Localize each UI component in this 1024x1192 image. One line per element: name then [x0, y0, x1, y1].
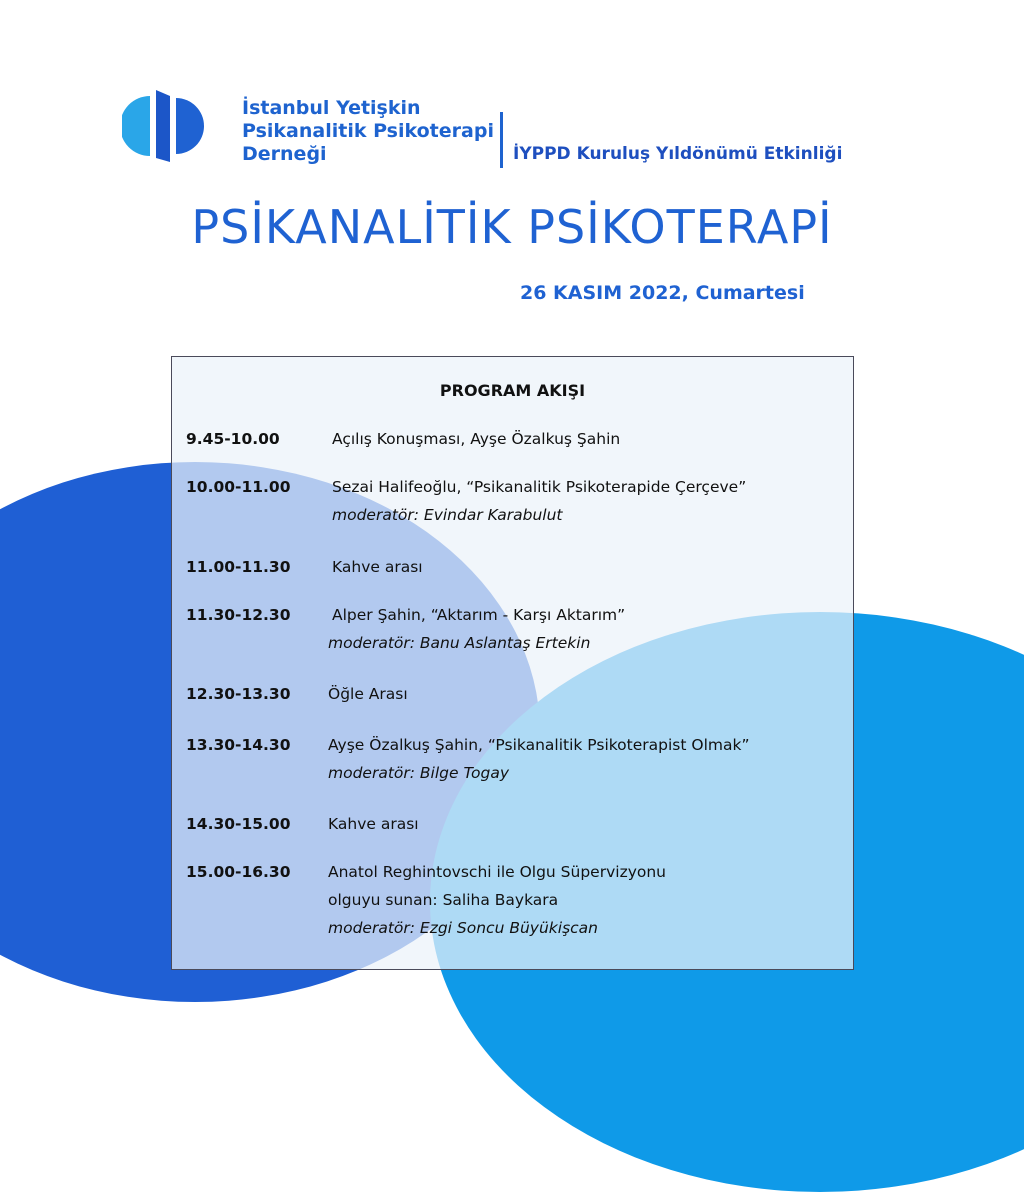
program-item-moderator: moderatör: Bilge Togay — [328, 764, 510, 782]
program-item-line: Alper Şahin, “Aktarım - Karşı Aktarım” — [332, 606, 626, 624]
event-name: İYPPD Kuruluş Yıldönümü Etkinliği — [513, 144, 843, 164]
program-item-moderator: moderatör: Banu Aslantaş Ertekin — [328, 634, 591, 652]
association-logo — [122, 88, 222, 164]
program-item-desc — [328, 601, 626, 657]
program-item-time: 11.00-11.30 — [186, 558, 291, 576]
program-item-desc — [332, 425, 620, 453]
program-box — [171, 356, 854, 970]
program-item-desc — [328, 858, 666, 942]
program-item-desc — [328, 680, 408, 708]
program-item-line: Ayşe Özalkuş Şahin, “Psikanalitik Psikoterapist Olmak” — [328, 736, 750, 754]
org-name — [242, 97, 494, 166]
header-divider — [500, 112, 503, 168]
program-item-desc — [328, 810, 419, 838]
page-title: PSİKANALİTİK PSİKOTERAPİ — [191, 200, 833, 254]
program-item-line: Kahve arası — [328, 815, 419, 833]
program-item-time: 11.30-12.30 — [186, 606, 291, 624]
program-item-desc — [332, 473, 746, 529]
program-item-desc — [332, 553, 423, 581]
program-item-time: 9.45-10.00 — [186, 430, 280, 448]
program-item-desc — [328, 731, 750, 787]
org-name-line-1: İstanbul Yetişkin — [242, 97, 421, 119]
program-item-line: Sezai Halifeoğlu, “Psikanalitik Psikoterapide Çerçeve” — [332, 478, 747, 496]
org-name-line-3: Derneği — [242, 143, 327, 165]
program-item-time: 15.00-16.30 — [186, 863, 291, 881]
program-item-line: olguyu sunan: Saliha Baykara — [328, 891, 559, 909]
program-item-line: Açılış Konuşması, Ayşe Özalkuş Şahin — [332, 430, 621, 448]
program-item-line: Kahve arası — [332, 558, 423, 576]
program-item-moderator: moderatör: Evindar Karabulut — [332, 506, 563, 524]
program-item-line: Öğle Arası — [328, 685, 408, 703]
program-heading: PROGRAM AKIŞI — [439, 381, 586, 400]
program-item-line: Anatol Reghintovschi ile Olgu Süpervizyonu — [328, 863, 667, 881]
program-item-time: 12.30-13.30 — [186, 685, 291, 703]
program-item-time: 14.30-15.00 — [186, 815, 291, 833]
event-date: 26 KASIM 2022, Cumartesi — [520, 282, 805, 304]
program-item-time: 13.30-14.30 — [186, 736, 291, 754]
program-item-moderator: moderatör: Ezgi Soncu Büyükişcan — [328, 919, 598, 937]
org-name-line-2: Psikanalitik Psikoterapi — [242, 120, 494, 142]
program-item-time: 10.00-11.00 — [186, 478, 291, 496]
